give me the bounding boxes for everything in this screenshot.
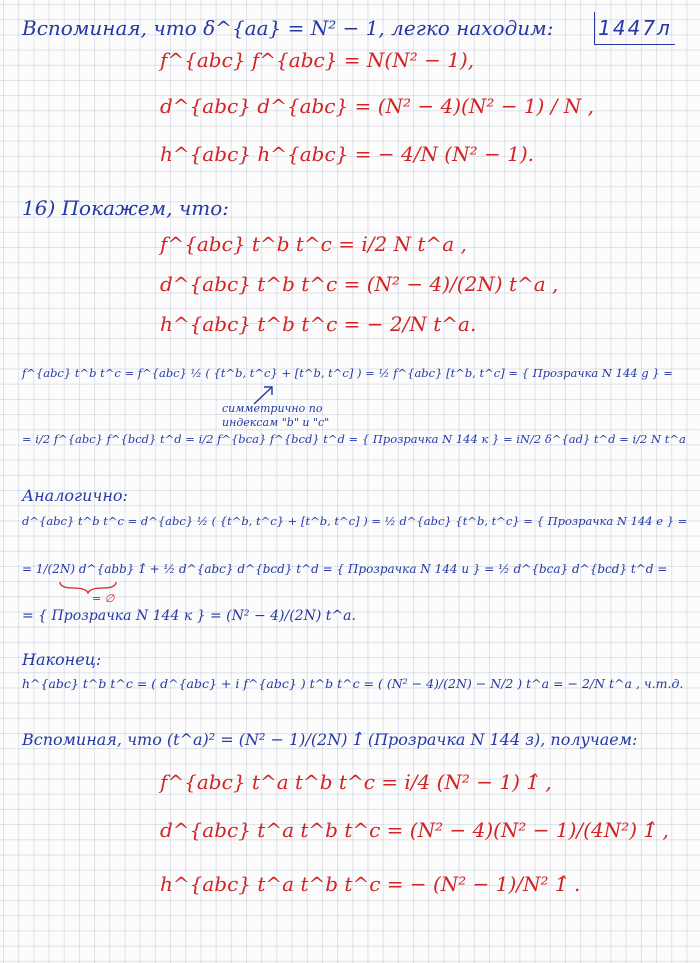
section-a-eq3: h^{abc} h^{abc} = − 4/N (N² − 1). [160,142,534,166]
page-number: 1447л [594,12,675,45]
derivation-annotation: симметрично по индексам "b" и "c" [222,402,330,429]
section-c-eq3: h^{abc} t^a t^b t^c = − (N² − 1)/N² 1̂ . [160,872,581,896]
analog-line3: = { Прозрачка N 144 к } = (N² − 4)/(2N) t^a. [22,608,356,624]
section-a-eq2: d^{abc} d^{abc} = (N² − 4)(N² − 1) / N , [160,94,595,118]
finally-heading: Наконец: [22,650,102,669]
section-c-eq1: f^{abc} t^a t^b t^c = i/4 (N² − 1) 1̂ , [160,770,552,794]
section-b-eq3: h^{abc} t^b t^c = − 2/N t^a. [160,312,477,336]
derivation-line1: f^{abc} t^b t^c = f^{abc} ½ ( {t^b, t^c} + [t^b, t^c] ) = ½ f^{abc} [t^b, t^c] = { Прозрачка N 144 g } = [22,366,673,380]
analog-line2: = 1/(2N) d^{abb} 1̂ + ½ d^{abc} d^{bcd} t^d = { Прозрачка N 144 и } = ½ d^{bca} d^{bcd} t^d = [22,562,668,576]
zero-note: = ∅ [92,592,115,605]
section-b-eq1: f^{abc} t^b t^c = i/2 N t^a , [160,232,467,256]
section-b-eq2: d^{abc} t^b t^c = (N² − 4)/(2N) t^a , [160,272,559,296]
section-b-heading: 16) Покажем, что: [22,196,230,220]
section-a-eq1: f^{abc} f^{abc} = N(N² − 1), [160,48,475,72]
section-c-intro: Вспоминая, что (t^a)² = (N² − 1)/(2N) 1̂ (Прозрачка N 144 з), получаем: [22,730,638,749]
analog-line1: d^{abc} t^b t^c = d^{abc} ½ ( {t^b, t^c} + [t^b, t^c] ) = ½ d^{abc} {t^b, t^c} = { Прозрачка N 144 е } = [22,514,688,528]
section-c-eq2: d^{abc} t^a t^b t^c = (N² − 4)(N² − 1)/(4N²) 1̂ , [160,818,669,842]
section-a-intro: Вспоминая, что δ^{aa} = N² − 1, легко находим: [22,16,554,40]
derivation-line2: = i/2 f^{abc} f^{bcd} t^d = i/2 f^{bca} f^{bcd} t^d = { Прозрачка N 144 к } = iN/2 δ^{ad} t^d = i/2 N t^a [22,432,686,446]
analog-heading: Аналогично: [22,486,128,505]
finally-line1: h^{abc} t^b t^c = ( d^{abc} + i f^{abc} ) t^b t^c = ( (N² − 4)/(2N) − N/2 ) t^a = − 2/N t^a , ч.т.д. [22,676,684,691]
